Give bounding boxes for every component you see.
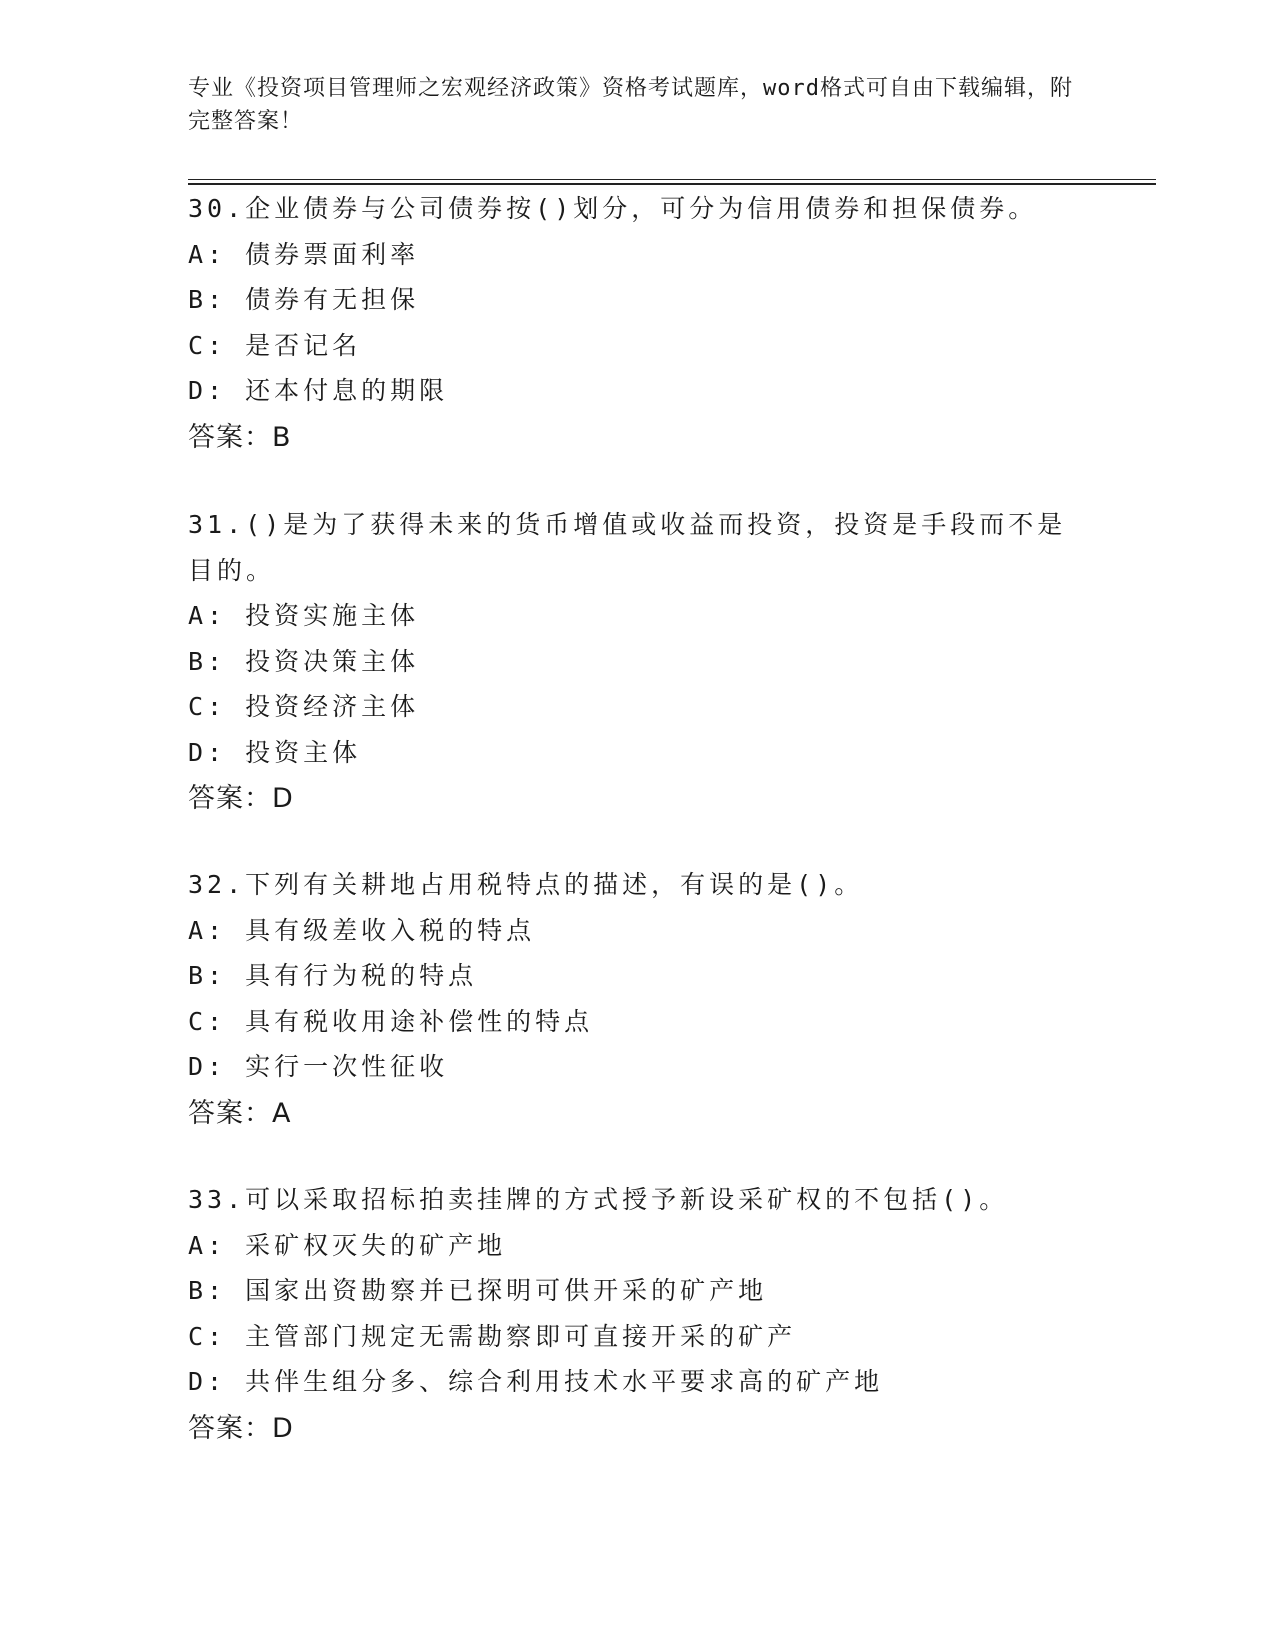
- document-header: 专业《投资项目管理师之宏观经济政策》资格考试题库，word格式可自由下载编辑，附完整答案！: [188, 76, 1073, 134]
- option-b: B: 具有行为税的特点: [188, 961, 478, 990]
- option-b: B: 投资决策主体: [188, 646, 420, 676]
- option-c: C: 具有税收用途补偿性的特点: [188, 1006, 594, 1036]
- option-b: B: 债券有无担保: [188, 285, 420, 314]
- question-stem: 32.下列有关耕地占用税特点的描述，有误的是()。: [188, 870, 864, 899]
- question-31: [188, 502, 1088, 822]
- question-stem: 33.可以采取招标拍卖挂牌的方式授予新设采矿权的不包括()。: [188, 1185, 1009, 1214]
- question-33: [188, 1177, 1088, 1452]
- question-stem: 31.()是为了获得未来的货币增值或收益而投资，投资是手段而不是目的。: [188, 510, 1067, 585]
- option-c: C: 投资经济主体: [188, 692, 420, 721]
- option-d: D: 实行一次性征收: [188, 1052, 449, 1081]
- answer-label: 答案：D: [188, 1412, 294, 1444]
- option-d: D: 投资主体: [188, 737, 362, 767]
- option-c: C: 是否记名: [188, 330, 362, 360]
- option-a: A: 采矿权灭失的矿产地: [188, 1230, 507, 1260]
- question-32: [188, 862, 1088, 1137]
- option-a: A: 债券票面利率: [188, 239, 420, 269]
- option-a: A: 投资实施主体: [188, 601, 420, 630]
- option-c: C: 主管部门规定无需勘察即可直接开采的矿产: [188, 1321, 797, 1351]
- option-a: A: 具有级差收入税的特点: [188, 915, 536, 945]
- option-b: B: 国家出资勘察并已探明可供开采的矿产地: [188, 1276, 768, 1305]
- header-divider-thick: [188, 183, 1156, 185]
- answer-label: 答案：A: [188, 1097, 292, 1129]
- question-30: [188, 186, 1088, 461]
- answer-label: 答案：D: [188, 783, 294, 814]
- question-stem: 30.企业债券与公司债券按()划分，可分为信用债券和担保债券。: [188, 194, 1038, 223]
- option-d: D: 共伴生组分多、综合利用技术水平要求高的矿产地: [188, 1367, 884, 1396]
- header-divider-thin: [188, 179, 1156, 180]
- option-d: D: 还本付息的期限: [188, 376, 449, 405]
- answer-label: 答案：B: [188, 421, 292, 453]
